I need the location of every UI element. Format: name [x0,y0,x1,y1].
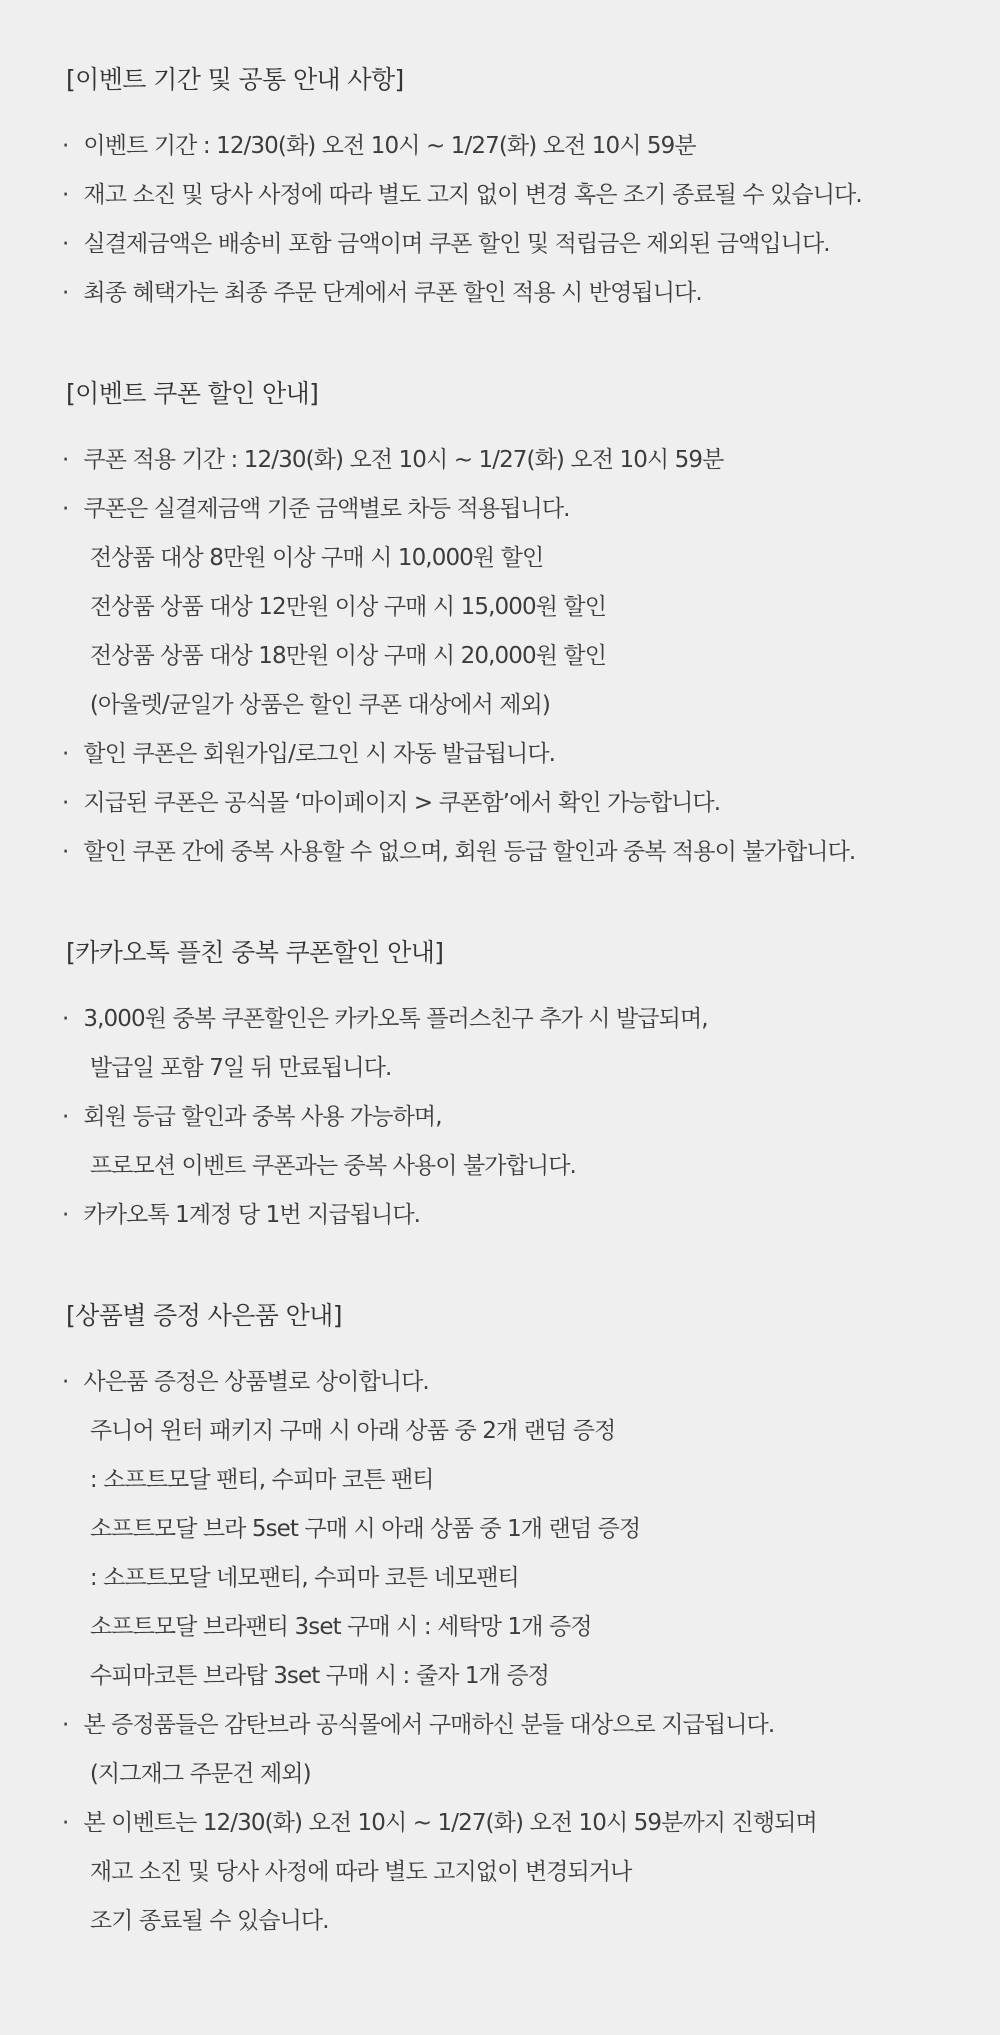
bullet-item [62,730,1000,779]
sub-item [62,1142,1000,1191]
item-text: : 소프트모달 네모팬티, 수피마 코튼 네모팬티 [77,1565,519,1591]
item-text: 수피마코튼 브라탑 3set 구매 시 : 줄자 1개 증정 [77,1663,549,1689]
bullet-mark: · [62,1712,69,1738]
item-text: 3,000원 중복 쿠폰할인은 카카오톡 플러스친구 추가 시 발급되며, [77,1006,708,1032]
item-text: 전상품 상품 대상 12만원 이상 구매 시 15,000원 할인 [77,594,607,620]
sub-item [62,1603,1000,1652]
sub-item [62,1750,1000,1799]
section-title: [이벤트 쿠폰 할인 안내] [66,379,319,408]
bullet-mark: · [62,447,69,473]
item-text: 카카오톡 1계정 당 1번 지급됩니다. [77,1202,421,1228]
item-text: 최종 혜택가는 최종 주문 단계에서 쿠폰 할인 적용 시 반영됩니다. [77,280,702,306]
bullet-item [62,1358,1000,1407]
item-text: 쿠폰은 실결제금액 기준 금액별로 차등 적용됩니다. [77,496,570,522]
item-text: 전상품 상품 대상 18만원 이상 구매 시 20,000원 할인 [77,643,607,669]
item-text: 주니어 윈터 패키지 구매 시 아래 상품 중 2개 랜덤 증정 [77,1418,616,1444]
sub-item [62,1407,1000,1456]
notice-section [62,376,1000,877]
sub-item [62,1848,1000,1897]
bullet-mark: · [62,1810,69,1836]
bullet-item [62,995,1000,1044]
bullet-item [62,1191,1000,1240]
item-text: 프로모션 이벤트 쿠폰과는 중복 사용이 불가합니다. [77,1153,576,1179]
sub-item [62,1505,1000,1554]
bullet-mark: · [62,1202,69,1228]
sub-item [62,1044,1000,1093]
notice-section [62,62,1000,318]
section-title: [카카오톡 플친 중복 쿠폰할인 안내] [66,938,444,967]
bullet-item [62,1799,1000,1848]
sub-item [62,1554,1000,1603]
item-text: : 소프트모달 팬티, 수피마 코튼 팬티 [77,1467,434,1493]
bullet-item [62,122,1000,171]
sub-item [62,534,1000,583]
item-text: 소프트모달 브라 5set 구매 시 아래 상품 중 1개 랜덤 증정 [77,1516,641,1542]
bullet-item [62,828,1000,877]
item-text: 회원 등급 할인과 중복 사용 가능하며, [77,1104,442,1130]
item-text: 할인 쿠폰 간에 중복 사용할 수 없으며, 회원 등급 할인과 중복 적용이 불가합니다. [77,839,856,865]
item-text: 이벤트 기간 : 12/30(화) 오전 10시 ~ 1/27(화) 오전 10시 59분 [77,133,696,159]
section-title: [상품별 증정 사은품 안내] [66,1301,342,1330]
item-text: (지그재그 주문건 제외) [77,1761,311,1787]
bullet-item [62,220,1000,269]
bullet-mark: · [62,839,69,865]
item-text: 실결제금액은 배송비 포함 금액이며 쿠폰 할인 및 적립금은 제외된 금액입니다. [77,231,830,257]
notice-section [62,935,1000,1240]
sub-item [62,1456,1000,1505]
bullet-mark: · [62,1369,69,1395]
item-text: 지급된 쿠폰은 공식몰 ‘마이페이지 > 쿠폰함’에서 확인 가능합니다. [77,790,721,816]
bullet-item [62,171,1000,220]
bullet-mark: · [62,182,69,208]
item-text: 본 증정품들은 감탄브라 공식몰에서 구매하신 분들 대상으로 지급됩니다. [77,1712,775,1738]
bullet-mark: · [62,1104,69,1130]
bullet-mark: · [62,741,69,767]
bullet-mark: · [62,496,69,522]
bullet-item [62,1093,1000,1142]
section-title: [이벤트 기간 및 공통 안내 사항] [66,65,404,94]
item-text: 전상품 대상 8만원 이상 구매 시 10,000원 할인 [77,545,544,571]
bullet-item [62,1701,1000,1750]
bullet-mark: · [62,1006,69,1032]
bullet-mark: · [62,790,69,816]
bullet-mark: · [62,133,69,159]
item-text: 조기 종료될 수 있습니다. [77,1908,329,1934]
sub-item [62,1897,1000,1946]
item-text: 할인 쿠폰은 회원가입/로그인 시 자동 발급됩니다. [77,741,556,767]
bullet-item [62,779,1000,828]
item-text: 재고 소진 및 당사 사정에 따라 별도 고지 없이 변경 혹은 조기 종료될 수 있습니다. [77,182,862,208]
bullet-mark: · [62,280,69,306]
item-text: 본 이벤트는 12/30(화) 오전 10시 ~ 1/27(화) 오전 10시 59분까지 진행되며 [77,1810,817,1836]
item-text: (아울렛/균일가 상품은 할인 쿠폰 대상에서 제외) [77,692,550,718]
item-text: 발급일 포함 7일 뒤 만료됩니다. [77,1055,392,1081]
item-text: 쿠폰 적용 기간 : 12/30(화) 오전 10시 ~ 1/27(화) 오전 10시 59분 [77,447,724,473]
bullet-item [62,269,1000,318]
sub-item [62,1652,1000,1701]
sub-item [62,632,1000,681]
bullet-mark: · [62,231,69,257]
item-text: 사은품 증정은 상품별로 상이합니다. [77,1369,429,1395]
bullet-item [62,436,1000,485]
sub-item [62,583,1000,632]
item-text: 재고 소진 및 당사 사정에 따라 별도 고지없이 변경되거나 [77,1859,632,1885]
sub-item [62,681,1000,730]
notice-section [62,1298,1000,1946]
bullet-item [62,485,1000,534]
item-text: 소프트모달 브라팬티 3set 구매 시 : 세탁망 1개 증정 [77,1614,592,1640]
